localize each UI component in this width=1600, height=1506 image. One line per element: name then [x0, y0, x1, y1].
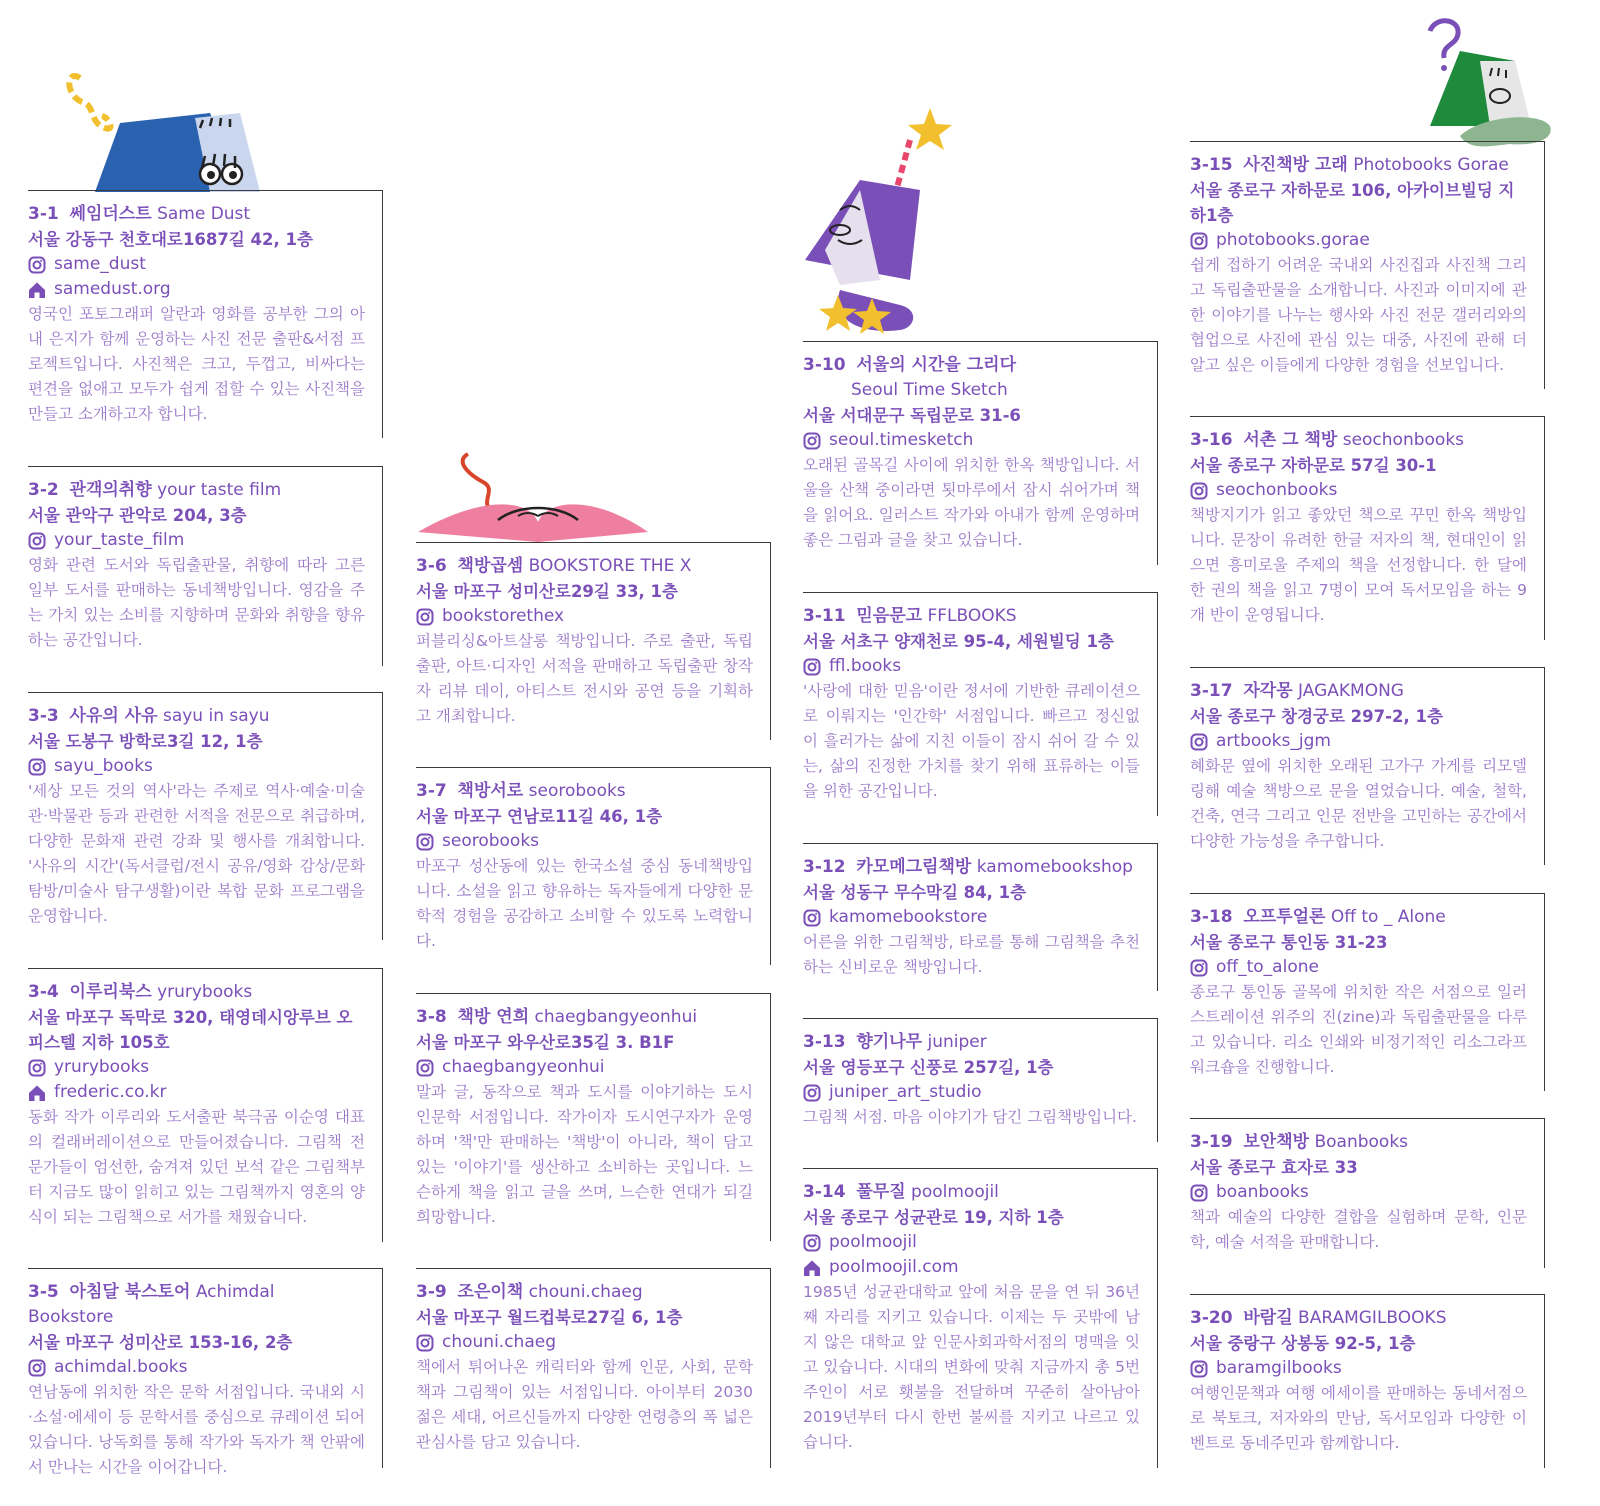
instagram-icon [416, 608, 434, 626]
shop-entry-3-13 [803, 1018, 1158, 1142]
shop-title: 3-6 책방곱셈 BOOKSTORE THE X [416, 556, 692, 576]
shop-address: 서울 성동구 무수막길 84, 1층 [803, 883, 1027, 902]
shop-address: 서울 종로구 창경궁로 297-2, 1층 [1190, 707, 1443, 726]
instagram-link[interactable]: achimdal.books [28, 1355, 365, 1380]
shop-description: 말과 글, 동작으로 책과 도시를 이야기하는 도시 인문학 서점입니다. 작가이자 도시연구자가 운영하며 '책'만 판매하는 '책방'이 아니라, 책이 담고 있는 '이야기'를 생산하고 소비하는 곳입니다. 느슨하게 책을 읽고 글을 쓰며, 느슨한 연대가 되길 희망합니다. [416, 1083, 753, 1226]
instagram-link[interactable]: ffl.books [803, 654, 1140, 679]
instagram-icon [28, 256, 46, 274]
instagram-link[interactable]: your_taste_film [28, 528, 365, 553]
shop-title: 3-3 사유의 사유 sayu in sayu [28, 706, 270, 726]
instagram-link[interactable]: yrurybooks [28, 1055, 365, 1080]
shop-address: 서울 마포구 연남로11길 46, 1층 [416, 807, 663, 826]
instagram-icon [803, 1234, 821, 1252]
shop-description: 책에서 튀어나온 캐릭터와 함께 인문, 사회, 문학책과 그림책이 있는 서점입니다. 아이부터 2030 젊은 세대, 어르신들까지 다양한 연령층의 폭 넓은 관심사를 담고 있습니다. [416, 1358, 753, 1451]
shop-address: 서울 마포구 월드컵북로27길 6, 1층 [416, 1308, 683, 1327]
shop-title: 3-16 서촌 그 책방 seochonbooks [1190, 430, 1465, 450]
shop-entry-3-18 [1190, 893, 1545, 1091]
shop-address: 서울 종로구 통인동 31-23 [1190, 933, 1388, 952]
website-link[interactable]: poolmoojil.com [803, 1255, 1140, 1280]
instagram-link[interactable]: sayu_books [28, 754, 365, 779]
website-link[interactable]: frederic.co.kr [28, 1080, 365, 1105]
instagram-link[interactable]: chaegbangyeonhui [416, 1055, 753, 1080]
instagram-link[interactable]: poolmoojil [803, 1230, 1140, 1255]
instagram-link[interactable]: kamomebookstore [803, 905, 1140, 930]
shop-title: 3-11 믿음문고 FFLBOOKS [803, 606, 1017, 626]
shop-title: 3-2 관객의취향 your taste film [28, 480, 282, 500]
shop-entry-3-16 [1190, 416, 1545, 640]
shop-address: 서울 영등포구 신풍로 257길, 1층 [803, 1058, 1054, 1077]
shop-entry-3-9 [416, 1268, 771, 1468]
shop-description: 영국인 포토그래퍼 알란과 영화를 공부한 그의 아내 은지가 함께 운영하는 사진 전문 출판&서점 프로젝트입니다. 사진책은 크고, 두껍고, 비싸다는 편견을 없애고 모두가 쉽게 접할 수 있는 사진책을 만들고 소개하고자 합니다. [28, 305, 365, 423]
shop-entry-3-6 [416, 542, 771, 740]
home-icon [28, 281, 46, 299]
shop-description: 어른을 위한 그림책방, 타로를 통해 그림책을 추천하는 신비로운 책방입니다. [803, 933, 1140, 976]
shop-entry-3-4 [28, 968, 383, 1242]
instagram-icon [28, 1359, 46, 1377]
shop-title: 3-1 쎄임더스트 Same Dust [28, 204, 251, 224]
shop-title: 3-4 이루리북스 yrurybooks [28, 982, 253, 1002]
shop-description: 그림책 서점. 마음 이야기가 담긴 그림책방입니다. [803, 1108, 1137, 1126]
home-icon [28, 1084, 46, 1102]
shop-address: 서울 중랑구 상봉동 92-5, 1층 [1190, 1334, 1416, 1353]
instagram-icon [1190, 959, 1208, 977]
shop-address: 서울 마포구 독막로 320, 태영데시앙루브 오피스텔 지하 105호 [28, 1008, 353, 1052]
shop-description: 오래된 골목길 사이에 위치한 한옥 책방입니다. 서울을 산책 중이라면 툇마루에서 잠시 쉬어가며 책을 읽어요. 일러스트 작가와 아내가 함께 운영하며 좋은 그림과 글을 찾고 있습니다. [803, 456, 1140, 549]
pink-book-character-illustration [418, 452, 648, 544]
shop-address: 서울 서대문구 독립문로 31-6 [803, 406, 1021, 425]
shop-english-name: Seoul Time Sketch [851, 380, 1008, 400]
shop-entry-3-3 [28, 692, 383, 940]
shop-title: 3-8 책방 연희 chaegbangyeonhui [416, 1007, 698, 1027]
shop-description: '사랑에 대한 믿음'이란 정서에 기반한 큐레이션으로 이뤄지는 '인간학' 서점입니다. 빠르고 정신없이 흘러가는 삶에 지친 이들이 잠시 쉬어 갈 수 있는, 삶의 진정한 가치를 찾기 위해 표류하는 이들을 위한 공간입니다. [803, 682, 1140, 800]
instagram-icon [1190, 482, 1208, 500]
instagram-link[interactable]: off_to_alone [1190, 955, 1527, 980]
purple-book-character-illustration [800, 100, 960, 345]
instagram-link[interactable]: seorobooks [416, 829, 753, 854]
shop-address: 서울 종로구 자하문로 106, 아카이브빌딩 지하1층 [1190, 181, 1515, 225]
shop-address: 서울 마포구 성미산로 153-16, 2층 [28, 1333, 293, 1352]
shop-title: 3-10 서울의 시간을 그리다 [803, 355, 1016, 375]
instagram-link[interactable]: artbooks_jgm [1190, 729, 1527, 754]
shop-entry-3-14 [803, 1168, 1158, 1468]
shop-entry-3-20 [1190, 1294, 1545, 1468]
shop-description: 종로구 통인동 골목에 위치한 작은 서점으로 일러스트레이션 위주의 진(zine)과 독립출판물을 다루고 있습니다. 리소 인쇄와 비정기적인 리소그라프 워크숍을 진행합니다. [1190, 983, 1527, 1076]
shop-entry-3-19 [1190, 1118, 1545, 1268]
instagram-icon [803, 658, 821, 676]
blue-book-character-illustration [60, 68, 270, 192]
shop-entry-3-1 [28, 190, 383, 438]
shop-entry-3-2 [28, 466, 383, 666]
shop-description: 동화 작가 이루리와 도서출판 북극곰 이순영 대표의 컬래버레이션으로 만들어졌습니다. 그림책 전문가들이 엄선한, 숨겨져 있던 보석 같은 그림책부터 지금도 많이 읽히고 있는 그림책까지 영혼의 양식이 되는 그림책으로 서가를 채웠습니다. [28, 1108, 365, 1226]
shop-entry-3-7 [416, 767, 771, 965]
website-link[interactable]: samedust.org [28, 277, 365, 302]
shop-address: 서울 종로구 성균관로 19, 지하 1층 [803, 1208, 1064, 1227]
instagram-icon [28, 532, 46, 550]
shop-entry-3-10 [803, 341, 1158, 565]
shop-title: 3-20 바람길 BARAMGILBOOKS [1190, 1308, 1447, 1328]
shop-entry-3-5 [28, 1268, 383, 1476]
shop-description: '세상 모든 것의 역사'라는 주제로 역사·예술·미술관·박물관 등과 관련한 서적을 전문으로 취급하며, 다양한 문화재 관련 강좌 및 행사를 개최합니다. '사유의 시간'(독서클럽/전시 공유/영화 감상/문화 탐방/미술사 탐구생활)이란 복합 문화 프로그램을 운영합니다. [28, 782, 365, 925]
shop-title: 3-12 카모메그림책방 kamomebookshop [803, 857, 1133, 877]
instagram-link[interactable]: photobooks.gorae [1190, 228, 1527, 253]
instagram-link[interactable]: boanbooks [1190, 1180, 1527, 1205]
instagram-link[interactable]: seoul.timesketch [803, 428, 1140, 453]
shop-address: 서울 강동구 천호대로1687길 42, 1층 [28, 230, 313, 249]
shop-title: 3-19 보안책방 Boanbooks [1190, 1132, 1409, 1152]
instagram-link[interactable]: juniper_art_studio [803, 1080, 1140, 1105]
shop-description: 쉽게 접하기 어려운 국내외 사진집과 사진책 그리고 독립출판물을 소개합니다. 사진과 이미지에 관한 이야기를 나누는 행사와 사진 전문 갤러리와의 협업으로 사진에 관심 있는 대중, 사진에 관해 더 알고 싶은 이들에게 다양한 경험을 선보입니다. [1190, 256, 1527, 374]
home-icon [803, 1259, 821, 1277]
instagram-icon [1190, 232, 1208, 250]
shop-description: 영화 관련 도서와 독립출판물, 취향에 따라 고른 일부 도서를 판매하는 동네책방입니다. 영감을 주는 가치 있는 소비를 지향하며 문화와 취향을 향유하는 공간입니다. [28, 556, 365, 649]
shop-entry-3-12 [803, 843, 1158, 991]
instagram-icon [28, 758, 46, 776]
shop-title: 3-18 오프투얼론 Off to _ Alone [1190, 907, 1446, 927]
instagram-link[interactable]: bookstorethex [416, 604, 753, 629]
shop-description: 책과 예술의 다양한 결합을 실험하며 문학, 인문학, 예술 서적을 판매합니다. [1190, 1208, 1527, 1251]
shop-title: 3-15 사진책방 고래 Photobooks Gorae [1190, 155, 1509, 175]
instagram-icon [1190, 1184, 1208, 1202]
shop-address: 서울 마포구 성미산로29길 33, 1층 [416, 582, 678, 601]
shop-entry-3-11 [803, 592, 1158, 816]
shop-entry-3-15 [1190, 141, 1545, 389]
shop-title: 3-14 풀무질 poolmoojil [803, 1182, 999, 1202]
shop-title: 3-5 아침달 북스토어 Achimdal Bookstore [28, 1282, 275, 1327]
shop-address: 서울 서초구 양재천로 95-4, 세원빌딩 1층 [803, 632, 1114, 651]
shop-description: 퍼블리싱&아트살롱 책방입니다. 주로 출판, 독립출판, 아트·디자인 서적을 판매하고 독립출판 창작자 리뷰 데이, 아티스트 전시와 공연 등을 기획하고 개최합니다. [416, 632, 753, 725]
instagram-icon [1190, 733, 1208, 751]
instagram-link[interactable]: same_dust [28, 252, 365, 277]
instagram-icon [28, 1059, 46, 1077]
shop-description: 연남동에 위치한 작은 문학 서점입니다. 국내외 시·소설·에세이 등 문학서를 중심으로 큐레이션 되어 있습니다. 낭독회를 통해 작가와 독자가 책 안팎에서 만나는 시간을 이어갑니다. [28, 1383, 365, 1476]
shop-title: 3-13 향기나무 juniper [803, 1032, 987, 1052]
shop-address: 서울 종로구 효자로 33 [1190, 1158, 1358, 1177]
shop-entry-3-8 [416, 993, 771, 1241]
shop-address: 서울 도봉구 방학로3길 12, 1층 [28, 732, 263, 751]
shop-title: 3-7 책방서로 seorobooks [416, 781, 626, 801]
shop-title: 3-17 자각몽 JAGAKMONG [1190, 681, 1404, 701]
instagram-link[interactable]: seochonbooks [1190, 478, 1527, 503]
instagram-link[interactable]: baramgilbooks [1190, 1356, 1527, 1381]
shop-address: 서울 관악구 관악로 204, 3층 [28, 506, 247, 525]
instagram-icon [416, 1059, 434, 1077]
shop-description: 혜화문 옆에 위치한 오래된 고가구 가게를 리모델링해 예술 책방으로 문을 열었습니다. 예술, 철학, 건축, 연극 그리고 인문 전반을 고민하는 공간에서 다양한 가능성을 추구합니다. [1190, 757, 1527, 850]
instagram-icon [803, 432, 821, 450]
instagram-icon [803, 1084, 821, 1102]
shop-description: 여행인문책과 여행 에세이를 판매하는 동네서점으로 북토크, 저자와의 만남, 독서모임과 다양한 이벤트로 동네주민과 함께합니다. [1190, 1384, 1527, 1452]
instagram-icon [1190, 1360, 1208, 1378]
instagram-icon [416, 833, 434, 851]
instagram-link[interactable]: chouni.chaeg [416, 1330, 753, 1355]
green-book-character-illustration [1420, 16, 1560, 156]
shop-address: 서울 종로구 자하문로 57길 30-1 [1190, 456, 1437, 475]
shop-description: 1985년 성균관대학교 앞에 처음 문을 연 뒤 36년째 자리를 지키고 있습니다. 이제는 두 곳밖에 남지 않은 대학교 앞 인문사회과학서점의 명맥을 잇고 있습니다. 시대의 변화에 맞춰 지금까지 총 5번 주인이 서로 횃불을 전달하며 꾸준히 살아남아 2019년부터 다시 한번 불씨를 지키고 나르고 있습니다. [803, 1283, 1140, 1451]
shop-description: 마포구 성산동에 있는 한국소설 중심 동네책방입니다. 소설을 읽고 향유하는 독자들에게 다양한 문학적 경험을 공감하고 소비할 수 있도록 노력합니다. [416, 857, 753, 950]
instagram-icon [803, 909, 821, 927]
shop-title: 3-9 조은이책 chouni.chaeg [416, 1282, 643, 1302]
shop-entry-3-17 [1190, 667, 1545, 865]
instagram-icon [416, 1334, 434, 1352]
shop-address: 서울 마포구 와우산로35길 3. B1F [416, 1033, 675, 1052]
shop-description: 책방지기가 읽고 좋았던 책으로 꾸민 한옥 책방입니다. 문장이 유려한 한글 저자의 책, 현대인이 읽으면 흥미로울 주제의 책을 선정합니다. 한 달에 한 권의 책을 읽고 7명이 모여 독서모임을 하는 9개 반이 운영됩니다. [1190, 506, 1527, 624]
